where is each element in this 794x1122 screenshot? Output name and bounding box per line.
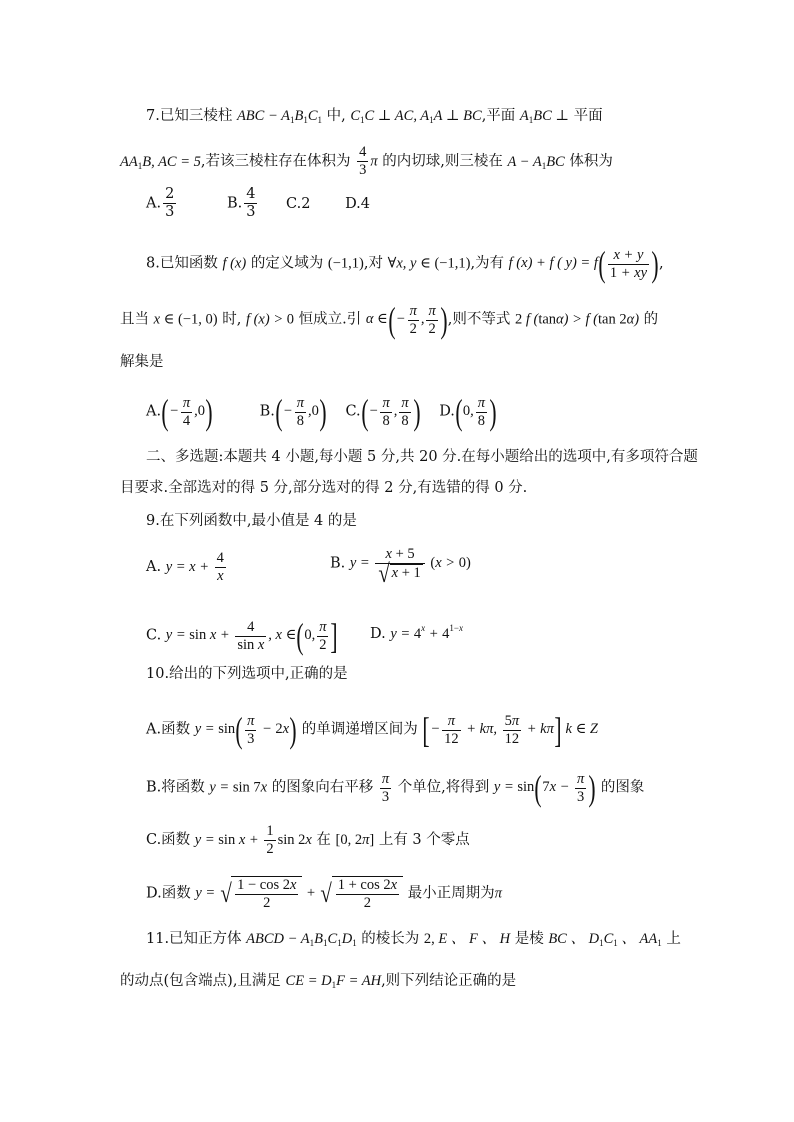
q8-when-prefix: 且当 bbox=[120, 311, 149, 328]
q8-line3: 解集是 bbox=[120, 354, 164, 370]
q10-d-text: 最小正周期为 bbox=[407, 885, 495, 902]
q7-option-a-label: A. bbox=[146, 195, 162, 212]
q7-pyramid: $A - A_1BC$ bbox=[507, 153, 565, 171]
q8-forall-label: ,对 bbox=[363, 255, 383, 272]
section2-line1: 二、多选题:本题共 4 小题,每小题 5 分,共 20 分.在每小题给出的选项中,有多项符合题 bbox=[146, 449, 698, 465]
q7-cond-label: 中, bbox=[326, 108, 346, 124]
q10-d-prefix: D.函数 bbox=[146, 885, 191, 902]
q8-positive: f (x) > 0 bbox=[245, 311, 294, 328]
q7-prism-name: ABC − $A_1B_1C_1$ bbox=[236, 108, 322, 125]
q7-plane-label: ,平面 bbox=[481, 108, 516, 124]
q8-option-b[interactable]: B.(− $\frac{\pi}{8}$ ,0) bbox=[259, 392, 327, 432]
q7-option-d[interactable]: D.4 bbox=[345, 195, 371, 212]
q8-forall: ∀x, y ∈ (−1,1) bbox=[387, 255, 471, 272]
q7-option-c[interactable]: C.2 bbox=[286, 195, 311, 212]
q7-option-a[interactable] bbox=[146, 186, 178, 221]
q7-plane1: $A_1BC$ ⊥ bbox=[519, 108, 570, 125]
q7-option-b-frac: $\frac{4}{3}$ bbox=[246, 186, 256, 220]
q7-line2: $AA_1B$, AC = 5,若该三棱柱存在体积为 $\frac{4}{3}$ π 的内切球,则三棱在 $A - A_1BC$ 体积为 bbox=[120, 144, 613, 178]
q10-a-prefix: A.函数 bbox=[146, 721, 191, 738]
q7-volume-frac: $\frac{4}{3}$ bbox=[359, 144, 367, 178]
q8-prefix: 8.已知函数 bbox=[146, 255, 218, 272]
q7-prefix: 7.已知三棱柱 bbox=[146, 108, 233, 124]
q9-option-b-label: B. bbox=[330, 555, 346, 572]
q10-c-text2: 上有 3 个零点 bbox=[378, 831, 470, 848]
q11-line1 bbox=[146, 929, 681, 953]
q9-option-c[interactable]: C. y = sin x + $\frac{4}{\text{sin x}}$ , x ∈(0, $\frac{\pi}{2}$ ] bbox=[146, 616, 339, 656]
q7-option-b[interactable] bbox=[227, 186, 260, 221]
q9-option-a[interactable]: A. y = x + $\frac{4}{x}$ bbox=[146, 550, 224, 584]
q11-prefix: 11.已知正方体 bbox=[146, 931, 242, 947]
q10-b-text3: 的图象 bbox=[600, 779, 645, 796]
q7-text1: ,若该三棱柱存在体积为 bbox=[200, 153, 351, 170]
q11-equality: CE = $D_1F$ = AH bbox=[285, 973, 382, 990]
q7-option-b-label: B. bbox=[226, 195, 243, 212]
q7-plane2: $AA_1B$, AC = 5 bbox=[120, 153, 201, 171]
q10-b-prefix: B.将函数 bbox=[146, 779, 205, 796]
q11-line2 bbox=[120, 971, 516, 995]
q9-option-b[interactable]: B. y = $\frac{x + 5}{√x + 1}$ (x > 0) bbox=[330, 546, 471, 588]
q11-points: 2, E 、 F 、 H bbox=[423, 931, 511, 947]
q10-a-text: 的单调递增区间为 bbox=[301, 721, 418, 738]
q8-ineq-label: ,则不等式 bbox=[447, 311, 511, 328]
q8-option-c[interactable]: C.(− $\frac{\pi}{8}$ , $\frac{\pi}{8}$ ) bbox=[345, 392, 421, 432]
q8-option-b-label: B. bbox=[259, 403, 275, 420]
q10-b-text2: 个单位,将得到 bbox=[397, 779, 490, 796]
q7-options bbox=[146, 186, 370, 221]
q7-text2: 的内切球,则三棱在 bbox=[382, 153, 503, 170]
q8-de: 的 bbox=[643, 311, 659, 328]
q10-c-prefix: C.函数 bbox=[146, 831, 191, 848]
q11-text1: 的棱长为 bbox=[361, 931, 420, 947]
q8-alpha: α ∈(− $\frac{\pi}{2}$ , $\frac{\pi}{2}$ ) bbox=[365, 300, 448, 340]
section2-line2: 目要求.全部选对的得 5 分,部分选对的得 2 分,有选错的得 0 分. bbox=[120, 480, 528, 496]
q9-stem: 9.在下列函数中,最小值是 4 的是 bbox=[146, 513, 357, 529]
q7-line1 bbox=[146, 106, 603, 130]
q8-options bbox=[146, 394, 497, 430]
q7-plane-label2: 平面 bbox=[573, 108, 603, 124]
q10-option-b[interactable]: B.将函数 y = sin 7x 的图象向右平移 $\frac{\pi}{3}$ 个单位,将得到 y = sin(7x − $\frac{\pi}{3}$ ) 的图象 bbox=[146, 768, 645, 808]
q8-x-range: x ∈ (−1, 0) bbox=[153, 311, 218, 328]
q10-option-d[interactable]: D.函数 y = √ $\frac{1 - \cos 2x}{2}$ + √ $\frac{1 + \cos 2x}{2}$ 最小正周期为π bbox=[146, 877, 502, 911]
q8-option-c-label: C. bbox=[345, 403, 361, 420]
q8-option-a-label: A. bbox=[146, 403, 162, 420]
q8-inequality: 2 f (tanα) > f (tan 2α) bbox=[514, 311, 640, 328]
q11-edges: BC 、 $D_1C_1$ 、 $AA_1$ bbox=[548, 931, 662, 948]
q8-option-d[interactable]: D.(0, $\frac{\pi}{8}$ ) bbox=[439, 392, 497, 432]
q10-stem: 10.给出的下列选项中,正确的是 bbox=[146, 666, 348, 682]
q11-line2-prefix: 的动点(包含端点),且满足 bbox=[120, 973, 281, 989]
q10-c-text1: 在 bbox=[316, 831, 331, 848]
q8-equation: f (x) + f ( y) = f( $\frac{x + y}{1 + xy}$ ) bbox=[508, 244, 659, 284]
q11-text3: 上 bbox=[666, 931, 681, 947]
q8-holds-label: 恒成立.引 bbox=[298, 311, 362, 328]
q8-option-a[interactable]: A.(− $\frac{\pi}{4}$ ,0) bbox=[146, 392, 213, 432]
q9-option-d-label: D. bbox=[370, 626, 386, 642]
q8-domain-label: 的定义域为 bbox=[250, 255, 324, 272]
q11-line2-text: ,则下列结论正确的是 bbox=[381, 973, 517, 989]
q8-line1: 8.已知函数 f (x) 的定义域为 (−1,1),对 ∀x, y ∈ (−1,1),为有 f (x) + f ( y) = f( $\frac{x + y}{1 + xy}$ ), bbox=[146, 244, 664, 284]
q7-option-a-frac: $\frac{2}{3}$ bbox=[165, 186, 175, 220]
q8-option-d-label: D. bbox=[439, 403, 455, 420]
q8-domain: (−1,1) bbox=[327, 255, 364, 272]
q9-options-cd bbox=[146, 616, 463, 656]
q11-cube: ABCD − $A_1B_1C_1D_1$ bbox=[246, 931, 357, 948]
q10-option-c[interactable]: C.函数 y = sin x + $\frac{1}{2}$ sin 2x 在 [0, 2π] 上有 3 个零点 bbox=[146, 823, 470, 857]
q11-text2: 是棱 bbox=[514, 931, 544, 947]
q9-option-d[interactable]: D. $y = 4^x + 4^{1-x}$ bbox=[370, 623, 463, 642]
q10-b-text1: 的图象向右平移 bbox=[271, 779, 374, 796]
q7-text3: 体积为 bbox=[569, 153, 613, 170]
q9-options-ab bbox=[146, 546, 471, 588]
q8-have-label: ,为有 bbox=[470, 255, 505, 272]
q8-fx: f (x) bbox=[222, 255, 247, 272]
q7-conditions: $C_1C$ ⊥ AC, $A_1A$ ⊥ BC bbox=[350, 108, 482, 125]
q9-option-a-label: A. bbox=[146, 558, 162, 575]
q10-option-a[interactable]: A.函数 y = sin( $\frac{\pi}{3}$ − 2x) 的单调递增区间为 [− $\frac{\pi}{12}$ + kπ, $\frac{5\pi}{12}$ + kπ] k ∈ Z bbox=[146, 710, 598, 750]
q9-option-c-label: C. bbox=[146, 627, 162, 644]
q8-line2 bbox=[120, 302, 658, 338]
q8-when-label: 时, bbox=[222, 311, 242, 328]
